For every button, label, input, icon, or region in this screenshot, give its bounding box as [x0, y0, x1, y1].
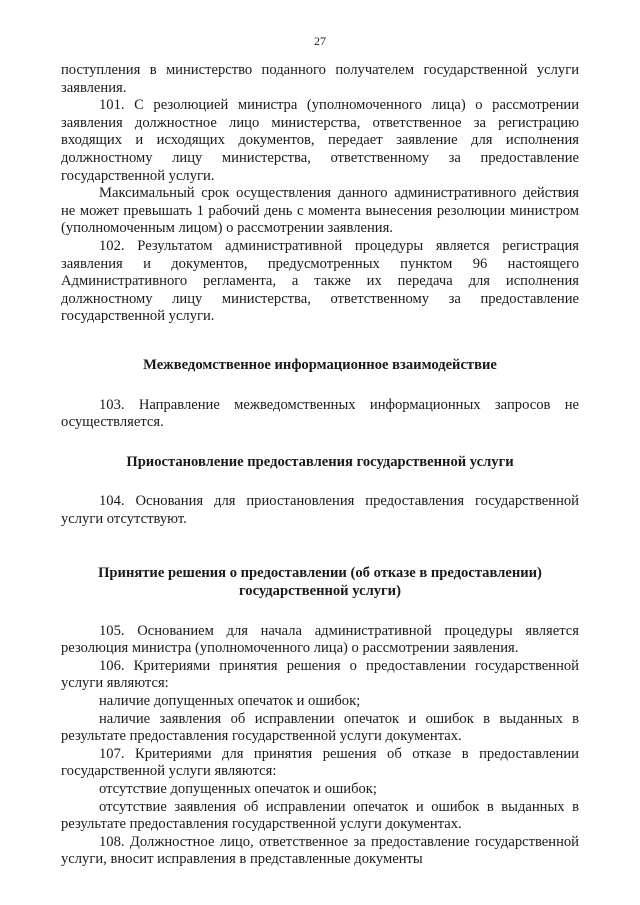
spacer — [61, 471, 579, 493]
paragraph-107: 107. Критериями для принятия решения об отказе в предоставлении государственной услуги являются: — [61, 745, 579, 780]
spacer — [61, 528, 579, 565]
paragraph-102: 102. Результатом административной процедуры является регистрация заявления и документов, предусмотренных пунктом 96 настоящего Административного регламента, а также их передача для исполнения должностному лицу министерства, ответственному за предоставление государственной услуги. — [61, 237, 579, 325]
spacer — [61, 432, 579, 454]
list-item-errors-present: наличие допущенных опечаток и ошибок; — [99, 693, 361, 710]
section-heading-interagency: Межведомственное информационное взаимодействие — [143, 356, 497, 373]
page-number: 27 — [314, 34, 326, 48]
paragraph-104: 104. Основания для приостановления предоставления государственной услуги отсутствуют. — [61, 493, 579, 527]
spacer — [61, 375, 579, 397]
section-heading-decision-line2: государственной услуги) — [239, 583, 401, 600]
section-heading-suspension: Приостановление предоставления государственной услуги — [126, 453, 514, 470]
spacer — [61, 326, 579, 357]
section-heading-decision-line1: Принятие решения о предоставлении (об отказе в предоставлении) — [98, 565, 542, 582]
paragraph-101: 101. С резолюцией министра (уполномоченного лица) о рассмотрении заявления должностное лицо министерства, ответственное за регистрацию входящих и исходящих документов, передает заявление для исполнения должностному лицу министерства, ответственному за предоставление государственной услуги. — [61, 97, 579, 184]
document-body — [61, 62, 579, 869]
paragraph-103: 103. Направление межведомственных информационных запросов не осуществляется. — [61, 396, 579, 431]
paragraph-106: 106. Критериями принятия решения о предоставлении государственной услуги являются: — [61, 657, 579, 692]
paragraph-108: 108. Должностное лицо, ответственное за предоставление государственной услуги, вносит исправления в представленные документы — [61, 833, 579, 868]
list-item-errors-absent: отсутствие допущенных опечаток и ошибок; — [99, 781, 377, 797]
list-item-application-present: наличие заявления об исправлении опечаток и ошибок в выданных в результате предоставления государственной услуги документах. — [61, 710, 579, 745]
paragraph-continuation: поступления в министерство поданного получателем государственной услуги заявления. — [61, 62, 579, 96]
list-item-application-absent: отсутствие заявления об исправлении опечаток и ошибок в выданных в результате предоставления государственной услуги документах. — [61, 798, 579, 833]
spacer — [61, 601, 579, 623]
paragraph-105: 105. Основанием для начала административной процедуры является резолюция министра (уполномоченного лица) о рассмотрении заявления. — [61, 622, 579, 657]
paragraph-max-term: Максимальный срок осуществления данного административного действия не может превышать 1 рабочий день с момента вынесения резолюции министром (уполномоченным лицом) о рассмотрении заявления. — [61, 185, 579, 237]
